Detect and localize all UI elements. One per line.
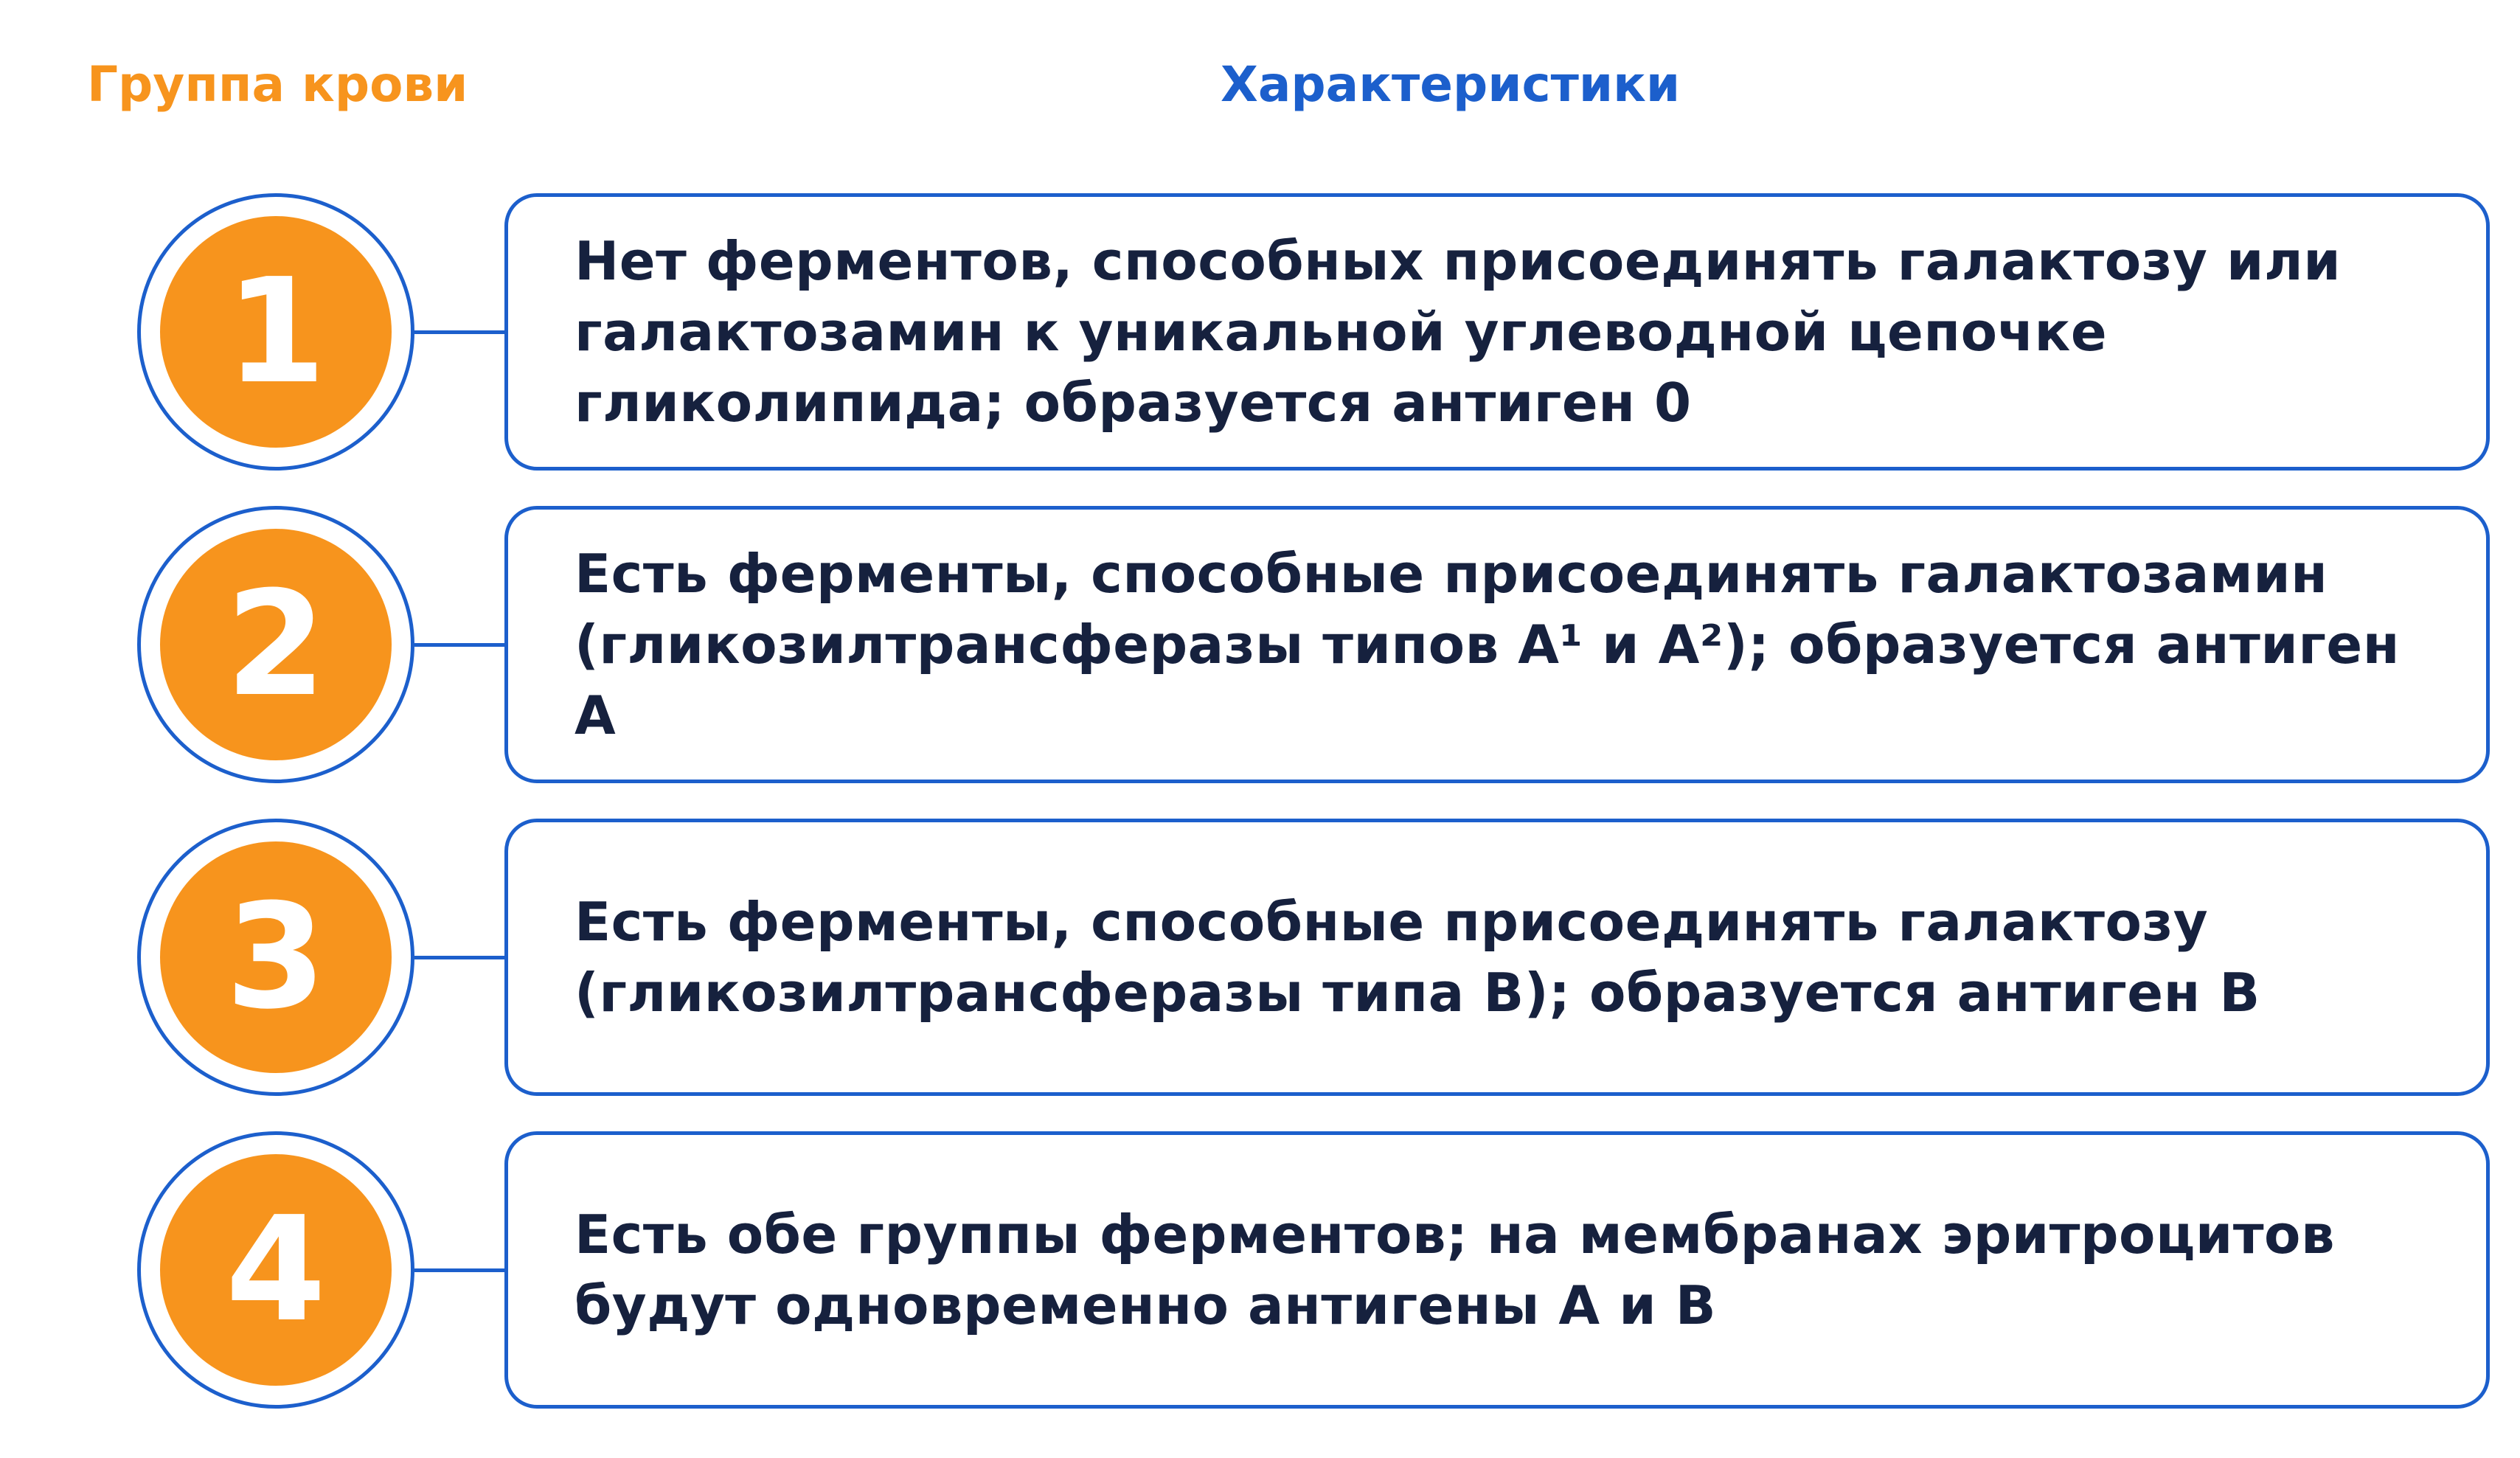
number-circle — [160, 1154, 392, 1386]
characteristic-card — [504, 506, 2490, 783]
number-circle — [160, 841, 392, 1073]
connector-line — [414, 956, 506, 959]
characteristic-card — [504, 193, 2490, 471]
characteristic-text: Есть обе группы ферментов; на мембранах эритроцитов будут одновременно антигены А и В — [575, 1204, 2336, 1336]
number-circle — [160, 529, 392, 760]
characteristic-text: Есть ферменты, способные присоединять галактозу (гликозилтрансферазы типа В); образуется антиген В — [575, 891, 2260, 1024]
blood-group-row-3 — [0, 819, 2520, 1099]
group-number: 1 — [225, 248, 327, 416]
characteristic-card — [504, 1131, 2490, 1409]
number-circle — [160, 216, 392, 448]
group-number: 2 — [225, 560, 327, 729]
header-blood-group: Группа крови — [87, 56, 468, 113]
blood-group-row-2 — [0, 506, 2520, 786]
connector-line — [414, 330, 506, 334]
characteristic-text: Есть ферменты, способные присоединять галактозамин (гликозилтрансферазы типов A¹ и A²); образуется антиген А — [575, 543, 2401, 746]
connector-line — [414, 643, 506, 647]
number-ring — [137, 1131, 414, 1409]
blood-group-row-1 — [0, 193, 2520, 473]
header-characteristics: Характеристики — [1221, 56, 1681, 113]
group-number: 4 — [225, 1186, 327, 1354]
number-ring — [137, 193, 414, 471]
number-ring — [137, 819, 414, 1096]
characteristic-text: Нет ферментов, способных присоединять галактозу или галактозамин к уникальной углеводной цепочке гликолипида; образуется антиген 0 — [575, 230, 2342, 434]
characteristic-card — [504, 819, 2490, 1096]
connector-line — [414, 1268, 506, 1272]
blood-group-row-4 — [0, 1131, 2520, 1412]
group-number: 3 — [225, 873, 327, 1041]
number-ring — [137, 506, 414, 783]
